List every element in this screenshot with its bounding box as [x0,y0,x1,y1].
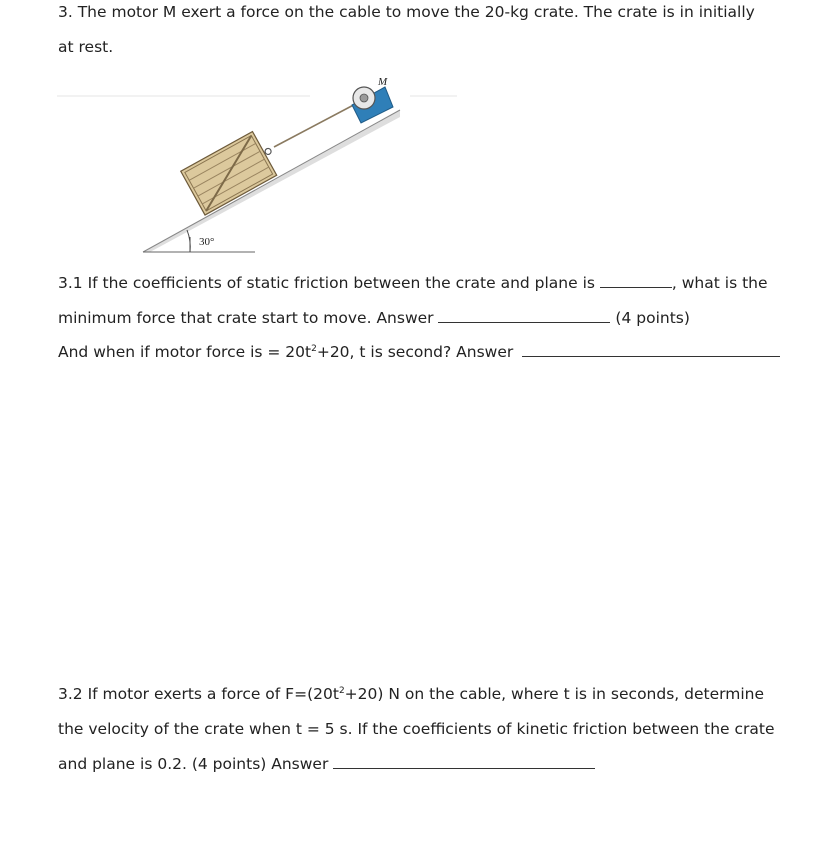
crate [181,128,283,215]
static-friction-blank[interactable] [600,273,672,288]
part1-line2 [58,308,690,328]
motor-hub [360,94,368,102]
part1-line1 [58,273,768,293]
part1-line1-text: 3.1 If the coefficients of static friction between the crate and plane is [58,274,600,292]
part1-line1-post: , what is the [671,274,768,292]
incline-figure [55,65,465,260]
question-header-line1: 3. The motor M exert a force on the cable to move the 20-kg crate. The crate is in initially [58,3,755,21]
motor [352,76,393,123]
motor-label: M [378,76,388,88]
angle-label: 30° [199,236,215,248]
part1-points: (4 points) [615,309,690,327]
part2-line2: the velocity of the crate when t = 5 s. If the coefficients of kinetic friction between the crate [58,720,775,738]
part1-line3-text: And when if motor force is = 20t [58,343,312,361]
time-answer-blank[interactable] [522,342,780,357]
part1-line3 [58,342,780,362]
part2-line1 [58,684,764,704]
part1-line3-post: +20, t is second? Answer [316,343,514,361]
part1-exponent: 2 [311,343,317,354]
part2-line3 [58,754,595,774]
question-header-line2: at rest. [58,38,114,56]
part1-line2-text: minimum force that crate start to move. Answer [58,309,439,327]
part2-exponent: 2 [338,685,345,696]
velocity-answer-blank[interactable] [333,754,595,769]
incline-surface [143,110,400,252]
part2-line1-post: +20) N on the cable, where t is in seconds, determine [344,685,764,703]
min-force-answer-blank[interactable] [438,308,610,323]
part2-line1-text: 3.2 If motor exerts a force of F=(20t [58,685,339,703]
part2-line3-text: and plane is 0.2. (4 points) Answer [58,755,334,773]
